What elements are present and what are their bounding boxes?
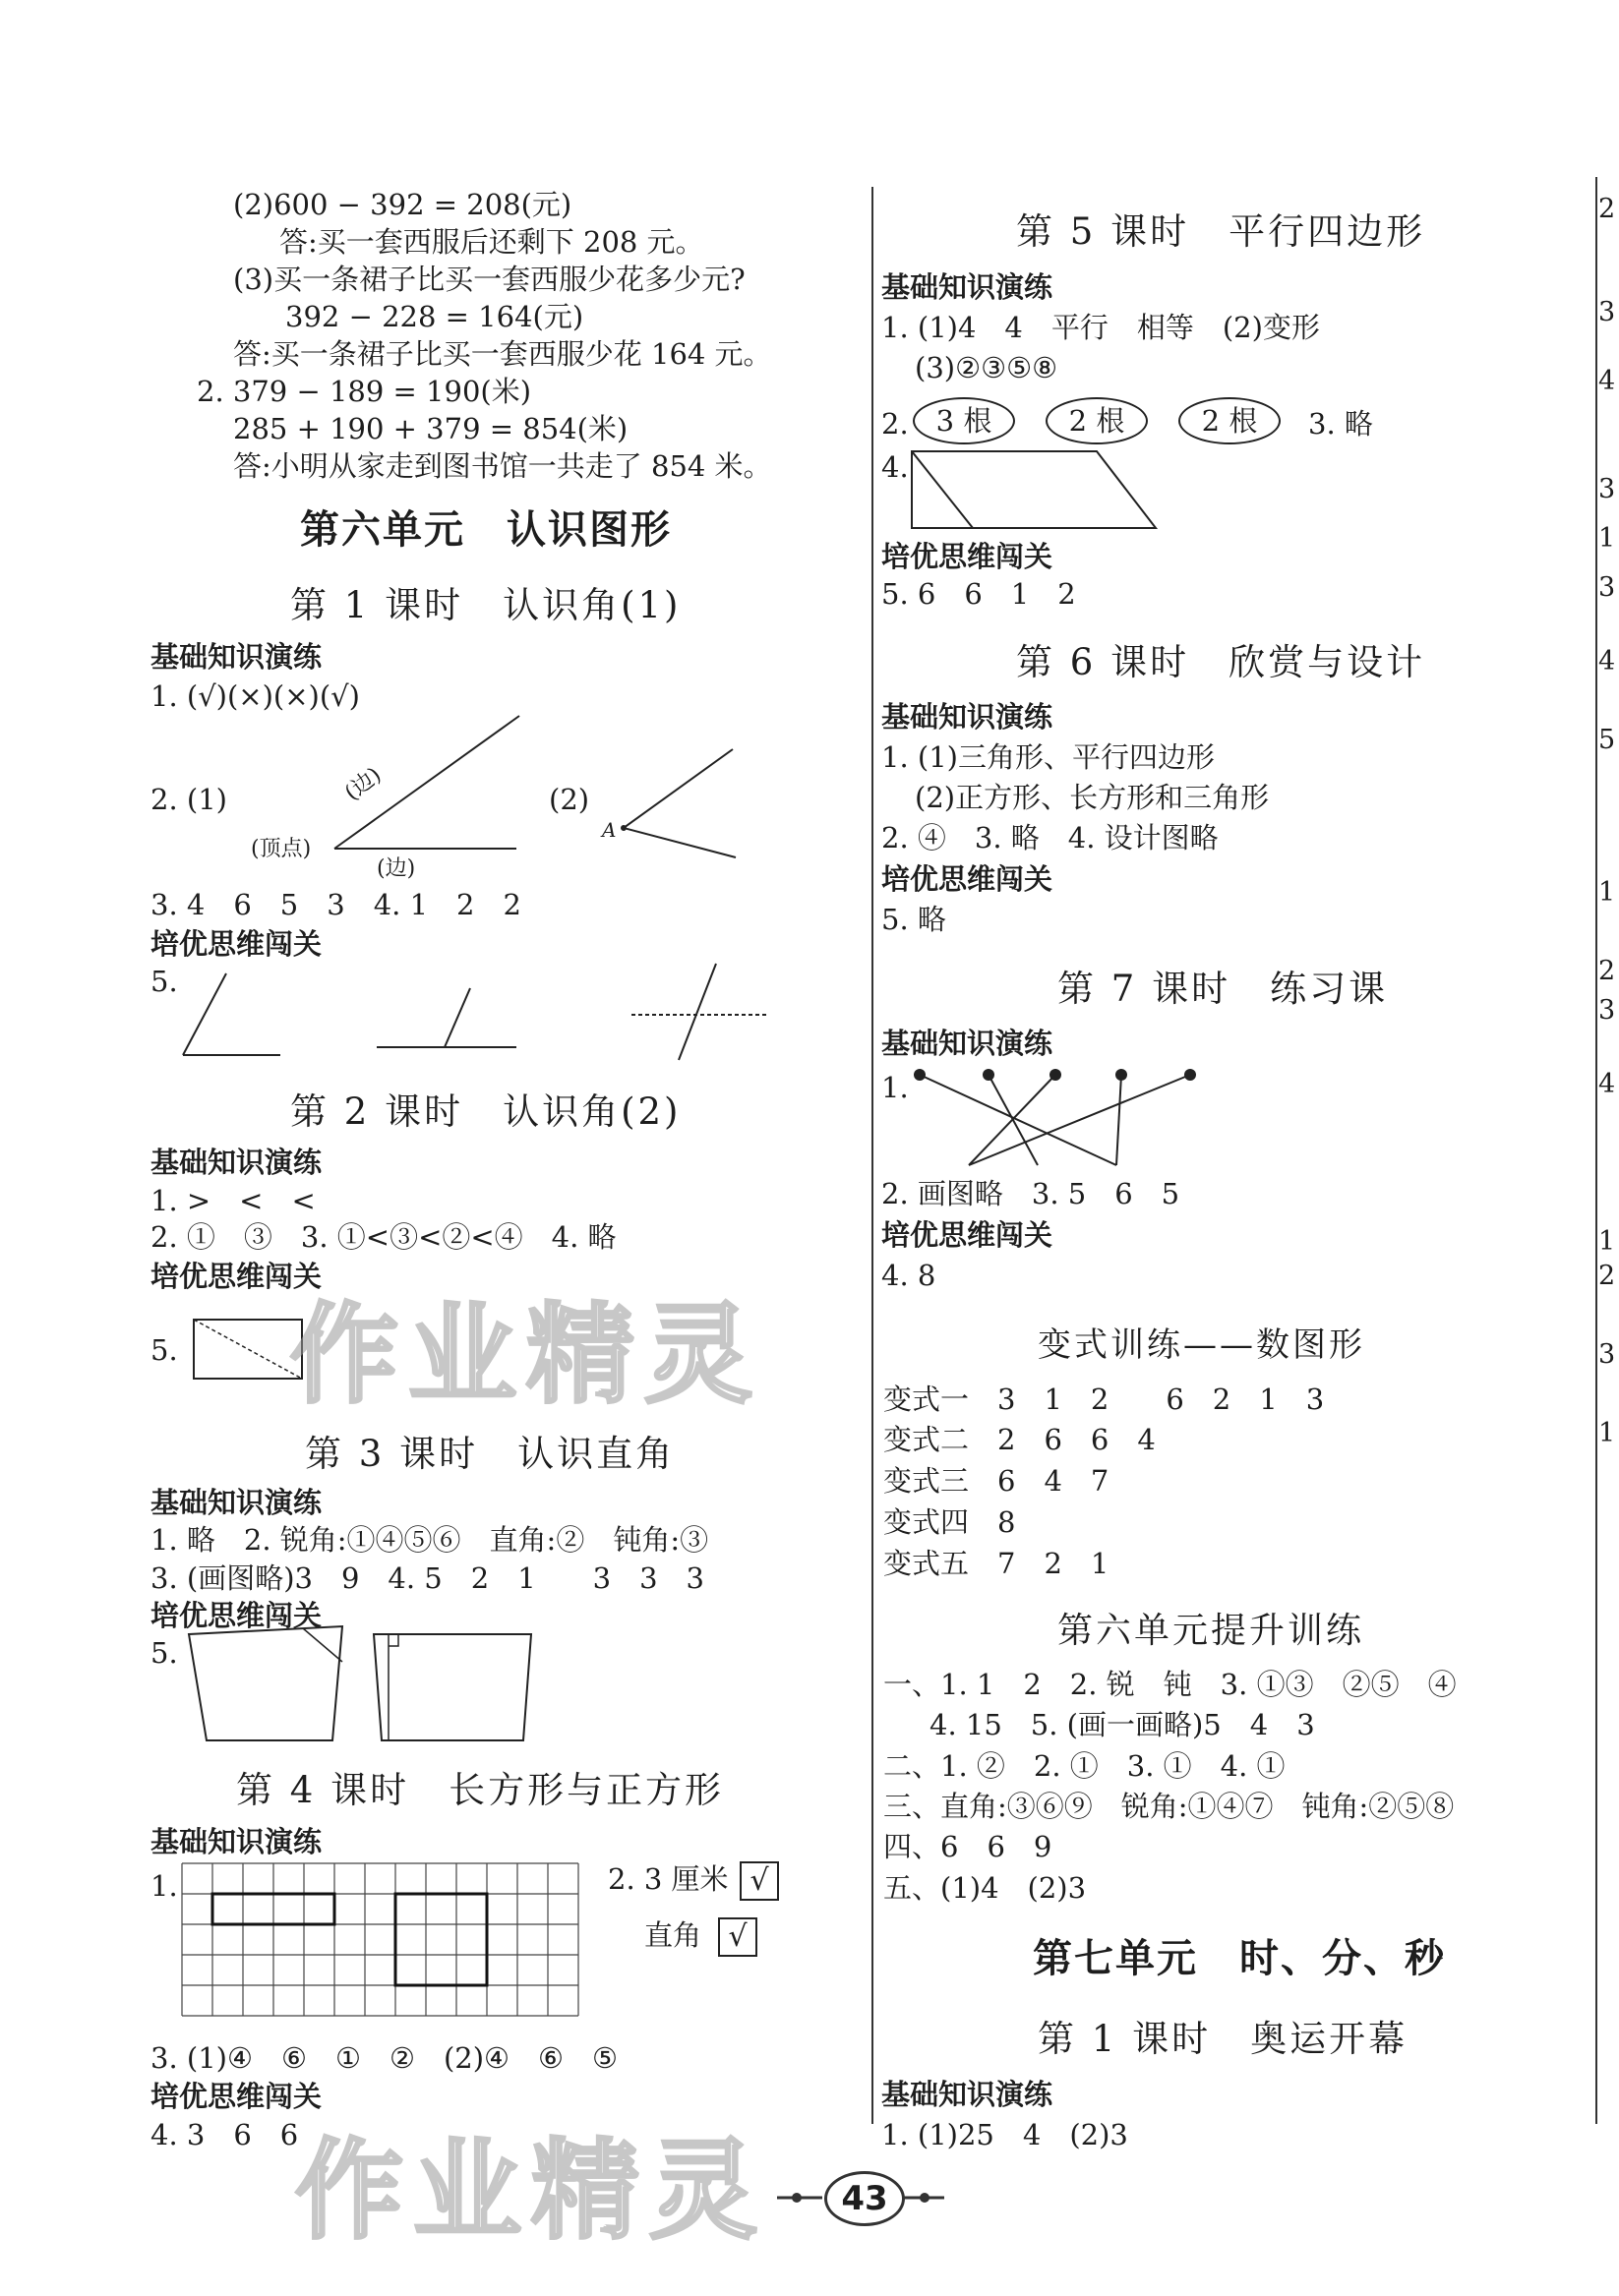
answer-line: 5. 6 6 1 2	[881, 577, 1076, 611]
answer-line: 答:小明从家走到图书馆一共走了 854 米。	[233, 449, 772, 483]
section-basic: 基础知识演练	[150, 1825, 323, 1858]
lesson-7-title: 第 7 课时 练习课	[1057, 968, 1389, 1010]
variant-line: 变式二 2 6 6 4	[883, 1423, 1156, 1456]
edge-fragment: 1	[1598, 1418, 1616, 1448]
answer-line: 三、直角:③⑥⑨ 锐角:①④⑦ 钝角:②⑤⑧	[883, 1790, 1455, 1823]
answer-line: 1.	[150, 1869, 178, 1903]
section-basic: 基础知识演练	[881, 700, 1053, 734]
answer-line: 5.	[150, 1636, 178, 1670]
edge-fragment: 1	[1598, 1226, 1616, 1257]
edge-fragment: 3	[1598, 995, 1616, 1026]
lesson-4-title: 第 4 课时 长方形与正方形	[236, 1769, 725, 1811]
check-box: √	[740, 1861, 779, 1901]
edge-fragment: 1	[1598, 523, 1616, 554]
parallelogram-figure	[910, 447, 1166, 536]
vertex-label: (顶点)	[251, 837, 312, 861]
check-box: √	[718, 1917, 757, 1957]
unit7-lesson-1-title: 第 1 课时 奥运开幕	[1038, 2018, 1409, 2060]
angle-diagram-2	[620, 745, 738, 863]
answer-line: 4. 15 5. (画一画略)5 4 3	[929, 1708, 1315, 1741]
section-advanced: 培优思维闯关	[150, 1260, 323, 1293]
column-divider-right	[1595, 177, 1597, 2124]
answer-oval: 2 根	[1046, 397, 1148, 444]
answer-line: 5.	[150, 1333, 178, 1367]
answer-line: 1. > < <	[150, 1184, 316, 1217]
edge-fragment: 3	[1598, 572, 1616, 603]
answer-line: 1. (√)(×)(×)(√)	[150, 679, 360, 713]
lesson-5-title: 第 5 课时 平行四边形	[1016, 210, 1426, 253]
answer-line: 4. 3 6 6	[150, 2118, 299, 2151]
section-advanced: 培优思维闯关	[881, 862, 1053, 896]
lesson-1-title: 第 1 课时 认识角(1)	[290, 584, 682, 626]
column-divider	[871, 187, 873, 2124]
answer-line: 1. (1)三角形、平行四边形	[881, 740, 1215, 774]
answer-line: 1.	[881, 1071, 909, 1104]
edge-fragment: 3	[1598, 297, 1616, 327]
answer-line: 答:买一条裙子比买一套西服少花 164 元。	[233, 337, 772, 371]
variant-line: 变式四 8	[883, 1505, 1016, 1539]
edge-fragment: 4	[1598, 646, 1616, 677]
edge-fragment: 4	[1598, 366, 1616, 396]
answer-line: 2. 3 厘米	[608, 1862, 729, 1896]
edge-fragment: 2	[1598, 956, 1616, 986]
answer-oval: 3 根	[913, 397, 1015, 444]
section-advanced: 培优思维闯关	[881, 540, 1053, 573]
answer-line: 4.	[881, 450, 909, 484]
answer-line: 四、6 6 9	[883, 1830, 1052, 1863]
answer-line: 5.	[150, 965, 178, 998]
answer-line: 五、(1)4 (2)3	[883, 1871, 1087, 1905]
section-advanced: 培优思维闯关	[150, 2080, 323, 2113]
drawn-square	[395, 1894, 487, 1985]
edge-label: (边)	[340, 762, 387, 806]
grid-figure	[180, 1861, 593, 2029]
answer-line: 2. ① ③ 3. ①<③<②<④ 4. 略	[150, 1220, 617, 1254]
variant-title: 变式训练——数图形	[1038, 1325, 1365, 1365]
section-basic: 基础知识演练	[150, 640, 323, 674]
section-basic: 基础知识演练	[150, 1146, 323, 1179]
answer-line: 2. 画图略 3. 5 6 5	[881, 1177, 1180, 1210]
edge-fragment: 1	[1598, 877, 1616, 908]
edge-fragment: 2	[1598, 194, 1616, 224]
unit-six-title: 第六单元 认识图形	[300, 507, 672, 553]
page-number: 43	[824, 2171, 905, 2226]
edge-fragment: 5	[1598, 725, 1616, 755]
answer-line: 3. (1)④ ⑥ ① ② (2)④ ⑥ ⑤	[150, 2041, 619, 2075]
edge-fragment: 4	[1598, 1069, 1616, 1099]
answer-line: 3. 4 6 5 3 4. 1 2 2	[150, 888, 521, 921]
answer-line: 5. 略	[881, 903, 946, 936]
variant-line: 变式五 7 2 1	[883, 1547, 1109, 1580]
unit-six-review-title: 第六单元提升训练	[1057, 1611, 1365, 1651]
answer-line: 4. 8	[881, 1259, 936, 1292]
answer-line: 1. (1)25 4 (2)3	[881, 2118, 1128, 2151]
answer-line: 1. 略 2. 锐角:①④⑤⑥ 直角:② 钝角:③	[150, 1523, 709, 1557]
answer-line: 答:买一套西服后还剩下 208 元。	[279, 225, 704, 259]
answer-line: 3. (画图略)3 9 4. 5 2 1 3 3 3	[150, 1561, 705, 1595]
answer-line: 直角	[644, 1918, 702, 1952]
answer-line: 285 + 190 + 379 = 854(米)	[233, 412, 629, 445]
matching-lines-figure	[910, 1067, 1205, 1175]
answer-line: (2)正方形、长方形和三角形	[915, 781, 1270, 814]
answer-line: (2)	[549, 783, 590, 816]
answer-line: 2.	[881, 407, 909, 441]
answer-line: (3)②③⑤⑧	[915, 351, 1058, 384]
lesson-2-title: 第 2 课时 认识角(2)	[290, 1090, 682, 1133]
section-advanced: 培优思维闯关	[881, 1218, 1053, 1252]
watermark: 作业精灵	[295, 2128, 767, 2254]
edge-fragment: 3	[1598, 474, 1616, 504]
angle-figures	[177, 954, 787, 1067]
lesson-6-title: 第 6 课时 欣赏与设计	[1016, 641, 1426, 683]
edge-fragment: 3	[1598, 1339, 1616, 1370]
variant-line: 变式三 6 4 7	[883, 1464, 1109, 1498]
answer-line: 2. ④ 3. 略 4. 设计图略	[881, 821, 1219, 854]
edge-fragment: 2	[1598, 1261, 1616, 1291]
point-label: A	[602, 818, 617, 842]
answer-line: 2. (1)	[150, 783, 227, 816]
answer-line: 392 − 228 = 164(元)	[285, 300, 584, 333]
trapezoid-figures	[187, 1622, 541, 1750]
section-basic: 基础知识演练	[150, 1486, 323, 1519]
answer-oval: 2 根	[1178, 397, 1281, 444]
watermark: 作业精灵	[290, 1292, 762, 1418]
answer-line: 1. (1)4 4 平行 相等 (2)变形	[881, 311, 1320, 344]
section-basic: 基础知识演练	[881, 2078, 1053, 2111]
section-basic: 基础知识演练	[881, 1027, 1053, 1060]
section-advanced: 培优思维闯关	[150, 1599, 323, 1632]
answer-line: 一、1. 1 2 2. 锐 钝 3. ①③ ②⑤ ④	[883, 1668, 1457, 1701]
answer-line: 3. 略	[1308, 407, 1373, 441]
variant-line: 变式一 3 1 2 6 2 1 3	[883, 1383, 1325, 1416]
answer-line: 2. 379 − 189 = 190(米)	[197, 375, 532, 408]
section-advanced: 培优思维闯关	[150, 927, 323, 961]
answer-line: 二、1. ② 2. ① 3. ① 4. ①	[883, 1749, 1286, 1783]
unit-seven-title: 第七单元 时、分、秒	[1033, 1936, 1446, 1981]
lesson-3-title: 第 3 课时 认识直角	[305, 1433, 676, 1475]
edge-label: (边)	[377, 856, 416, 881]
section-basic: 基础知识演练	[881, 270, 1053, 304]
answer-line: (2)600 − 392 = 208(元)	[233, 188, 572, 221]
answer-line: (3)买一条裙子比买一套西服少花多少元?	[233, 263, 746, 296]
